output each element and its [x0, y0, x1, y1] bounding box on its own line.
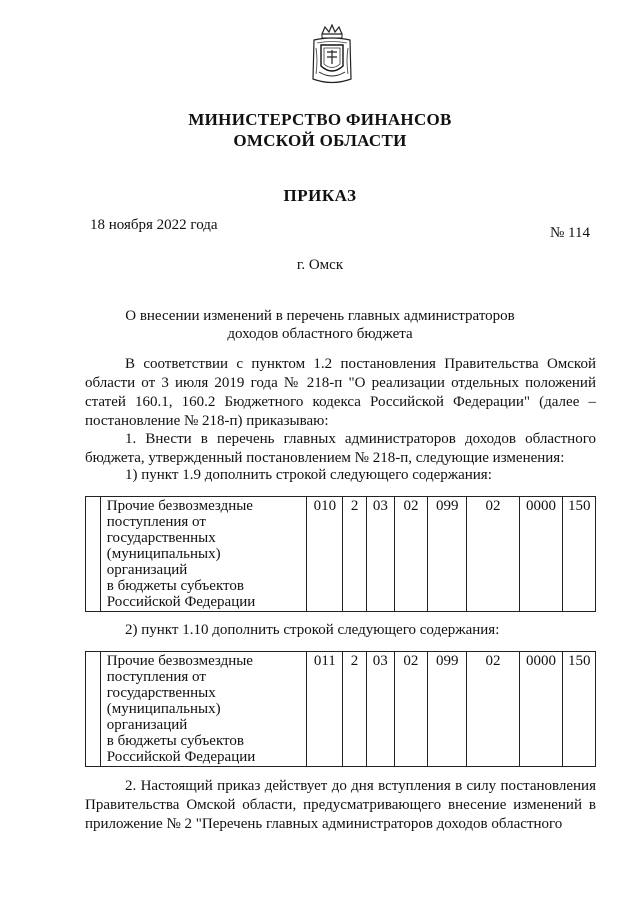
subject-line2: доходов областного бюджета [227, 326, 413, 342]
revenue-name-line: Российской Федерации [106, 749, 256, 765]
document-city: г. Омск [296, 257, 344, 273]
table-cell-subgroup-code: 03 [366, 497, 394, 612]
ministry-name-line2: ОМСКОЙ ОБЛАСТИ [233, 131, 407, 150]
document-number: № 114 [549, 225, 590, 241]
revenue-name-line: государственных [106, 685, 216, 701]
document-subject [0, 307, 640, 343]
table-cell-blank [86, 497, 101, 612]
subclause-2: 2) пункт 1.10 дополнить строкой следующего содержания: [125, 622, 500, 638]
amendment-table-2 [85, 651, 596, 767]
preamble-paragraph: В соответствии с пунктом 1.2 постановления Правительства Омской области от 3 июля 2019 года № 218-п "О реализации отдельных положений статей 160.1, 160.2 Бюджетного кодекса Российской Федерации" (далее – постановление № 218-п) приказываю: [85, 356, 596, 429]
table-cell-element-code: 02 [467, 652, 519, 767]
table-cell-blank [86, 652, 101, 767]
table-cell-program-code: 0000 [519, 652, 563, 767]
table-cell-element-code: 02 [467, 497, 519, 612]
table-cell-revenue-name [100, 652, 307, 767]
revenue-name-line: поступления от [106, 669, 206, 685]
clause-2-paragraph: 2. Настоящий приказ действует до дня вступления в силу постановления Правительства Омской области, предусматривающего внесение изменений в приложение № 2 "Перечень главных администраторов доходов областного [85, 778, 596, 832]
revenue-name-line: в бюджеты субъектов [106, 578, 244, 594]
revenue-name-line: поступления от [106, 514, 206, 530]
table-cell-admin-code: 010 [307, 497, 343, 612]
table-cell-subarticle-code: 099 [428, 497, 467, 612]
coat-of-arms-icon [310, 24, 354, 86]
revenue-name-line: Прочие безвозмездные [106, 498, 253, 514]
table-cell-subgroup-code: 03 [366, 652, 394, 767]
table-cell-program-code: 0000 [519, 497, 563, 612]
table-cell-article-code: 02 [394, 652, 427, 767]
ministry-name-line1: МИНИСТЕРСТВО ФИНАНСОВ [188, 110, 452, 129]
document-type: ПРИКАЗ [283, 186, 357, 205]
subclause-1: 1) пункт 1.9 дополнить строкой следующего содержания: [125, 467, 492, 483]
table-cell-admin-code: 011 [307, 652, 343, 767]
table-cell-revenue-name [100, 497, 307, 612]
table-cell-group-code: 2 [343, 652, 367, 767]
revenue-name-line: в бюджеты субъектов [106, 733, 244, 749]
revenue-name-line: (муниципальных) организаций [106, 546, 221, 578]
clause-1-paragraph: 1. Внести в перечень главных администраторов доходов областного бюджета, утвержденный постановлением № 218-п, следующие изменения: [85, 431, 596, 466]
revenue-name-line: (муниципальных) организаций [106, 701, 221, 733]
amendment-table-1 [85, 496, 596, 612]
table-row [86, 497, 596, 612]
table-cell-subarticle-code: 099 [428, 652, 467, 767]
table-cell-economic-code: 150 [563, 497, 596, 612]
table-row [86, 652, 596, 767]
table-cell-article-code: 02 [394, 497, 427, 612]
document-date: 18 ноября 2022 года [90, 217, 218, 233]
revenue-name-line: государственных [106, 530, 216, 546]
table-cell-group-code: 2 [343, 497, 367, 612]
subject-line1: О внесении изменений в перечень главных администраторов [125, 308, 515, 324]
revenue-name-line: Прочие безвозмездные [106, 653, 253, 669]
revenue-name-line: Российской Федерации [106, 594, 256, 610]
table-cell-economic-code: 150 [563, 652, 596, 767]
